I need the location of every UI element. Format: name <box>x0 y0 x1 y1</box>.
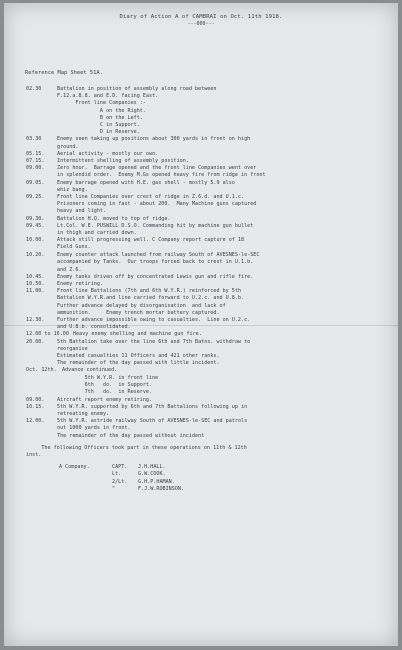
entry-text: Enemy barrage opened with H.E. gas shell - mostly 5.9 also <box>57 179 235 186</box>
entry-text: ammunition. Enemy trench mortar battery captured. <box>57 309 220 316</box>
entry-time: 10.50. <box>26 280 45 287</box>
entry-time: 20.00. <box>26 338 45 345</box>
entry-time: 09.25. <box>26 194 45 200</box>
entry-time: 10.20. <box>26 252 45 259</box>
entry-time: 09.00. <box>26 396 45 403</box>
entry-text: 5th W.Y.R. supported by 6th and 7th Battalions following up in <box>57 403 248 410</box>
entry-time: 10.15. <box>26 403 45 410</box>
entry-text: Front line Battalions (7th and 6th W.Y.R.) reinforced by 5th <box>57 288 242 295</box>
officer-rank: 2/Lt. <box>112 478 128 485</box>
entry-text: ground. <box>57 143 79 150</box>
entry-text: 6th do. in Support. <box>57 382 153 389</box>
entry-text: in splendid order. Enemy M.Gs opened heavy fire from ridge in front <box>57 172 266 179</box>
entry-text: 7th do. in Reserve. <box>57 389 153 396</box>
entry-text: 5th W.Y.R. in front line <box>57 375 159 381</box>
entry-time: 12.30. <box>26 316 45 323</box>
entry-text: Battalion in position of assembly along road between <box>57 86 217 92</box>
entry-text: Advance continued. <box>62 367 118 374</box>
entry-text: F.12.a.8.8. and E.D. facing East. <box>57 93 159 100</box>
entry-text: C in Support. <box>57 122 140 128</box>
reference-map: Reference Map Sheet 51A. <box>25 70 103 76</box>
entry-text: The remainder of the day passed without incident <box>57 432 205 439</box>
entry-time: 12.00. <box>26 418 45 425</box>
entry-text: and Z.6. <box>57 266 82 273</box>
entry-text: 5th Battalion take over the line 6th and 7th Batns. withdraw to <box>57 338 251 345</box>
entry-text: Attack still progressing well. C Company report capture of 18 <box>57 237 245 244</box>
entry-text: The remainder of the day passed with little incident. <box>57 360 220 367</box>
officer-name: F.J.W.ROBINSON. <box>138 485 185 492</box>
entry-text: Heavy enemy shelling and machine gun fire. <box>73 331 202 338</box>
officer-rank: CAPT. <box>112 464 128 471</box>
entry-text: out 1000 yards in front. <box>57 425 131 432</box>
entry-time: 05.15. <box>26 150 45 157</box>
entry-text: B on the Left. <box>57 114 143 121</box>
entry-time: Oct. 12th. <box>26 367 57 374</box>
entry-text: Field Guns. <box>57 244 91 251</box>
entry-text: Zero hour. Barrage opened and the front line Companies went over <box>57 165 257 172</box>
entry-time: 07.15. <box>26 158 45 164</box>
entry-text: Further advance impossible owing to casualties. Line on U.2.c. <box>57 316 251 323</box>
entry-text: 5th W.Y.R. astride railway South of AVESNES-le-SEC and patrols <box>57 418 248 425</box>
entry-text: Aircraft report enemy retiring. <box>57 396 153 403</box>
entry-text: in thigh and carried down. <box>57 230 137 236</box>
entry-text: Enemy retiring. <box>57 280 104 287</box>
entry-text: Front line Companies :- <box>57 100 146 107</box>
closing-line: inst. <box>26 452 42 458</box>
entry-text: accompanied by Tanks. Our troops forced back to crest in U.1.b. <box>57 259 254 266</box>
entry-text: Further advance delayed by disorganisation and lack of <box>57 302 226 309</box>
entry-time: 09.05. <box>26 179 45 186</box>
entry-text: whiz bang. <box>57 186 88 193</box>
officer-rank: " <box>112 485 116 492</box>
entry-time: 02.30 <box>26 86 42 92</box>
officer-name: G.W.COOK. <box>138 471 166 478</box>
entry-text: D in Reserve. <box>57 129 140 136</box>
closing-line: The following Officers took part in these operations on 11th & 12th <box>26 444 247 451</box>
entry-time: 10.45. <box>26 273 45 280</box>
entry-text: Aerial activity - mostly our own. <box>57 150 159 157</box>
officer-name: G.H.P.HAMAN. <box>138 478 175 485</box>
company-label: A Company. <box>59 464 90 471</box>
entry-text: Prisoners coming in fast - about 200. Many Machine guns captured <box>57 201 257 208</box>
entry-text: Front line Companies over crest of ridge in Z.6.d. and U.1.c. <box>57 194 245 200</box>
entry-time: 10.00. <box>26 237 45 244</box>
document-title: Diary of Action A of CAMBRAI on Oct. 11th 1918. <box>119 14 283 20</box>
entry-time: 09.00. <box>26 165 45 172</box>
entry-text: retreating enemy. <box>57 411 110 417</box>
entry-text: Enemy counter attack launched from railway South of AVESNES-le-SEC <box>57 252 260 259</box>
entry-text: Intermittent shelling of assembly position. <box>57 158 189 164</box>
entry-text: heavy and light. <box>57 208 107 215</box>
entry-time: 03.30 <box>26 136 42 143</box>
entry-time: 09.30. <box>26 215 45 222</box>
entry-text: and U.8.b. consolidated. <box>57 324 131 331</box>
entry-text: Lt.Col. W.E. PUSWILL D.S.O. Commanding hit by machine gun bullet <box>57 222 254 229</box>
entry-text: Enemy seen taking up positions about 300 yards in front on high <box>57 136 251 143</box>
document-page <box>4 3 398 646</box>
officer-rank: Lt. <box>112 471 122 478</box>
entry-text: Enemy tanks driven off by concentrated Lewis gun and rifle fire. <box>57 273 254 280</box>
entry-text: A on the Right. <box>57 107 146 114</box>
entry-text: Battalion W.Y.R.and line carried forward to U.2.c. and U.8.b. <box>57 295 245 302</box>
entry-text: Estimated casualties 11 Officers and 421 other ranks. <box>57 352 220 359</box>
entry-text: Battalion H.Q. moved to top of ridge. <box>57 215 171 222</box>
officer-name: J.H.HALL. <box>138 464 166 471</box>
entry-time: 09.45. <box>26 222 45 229</box>
entry-text: reorganise <box>57 345 88 352</box>
entry-time: 11.00. <box>26 288 45 295</box>
entry-time: 12.00 to 16.00 <box>26 331 69 338</box>
title-rule: ---000--- <box>187 21 215 27</box>
